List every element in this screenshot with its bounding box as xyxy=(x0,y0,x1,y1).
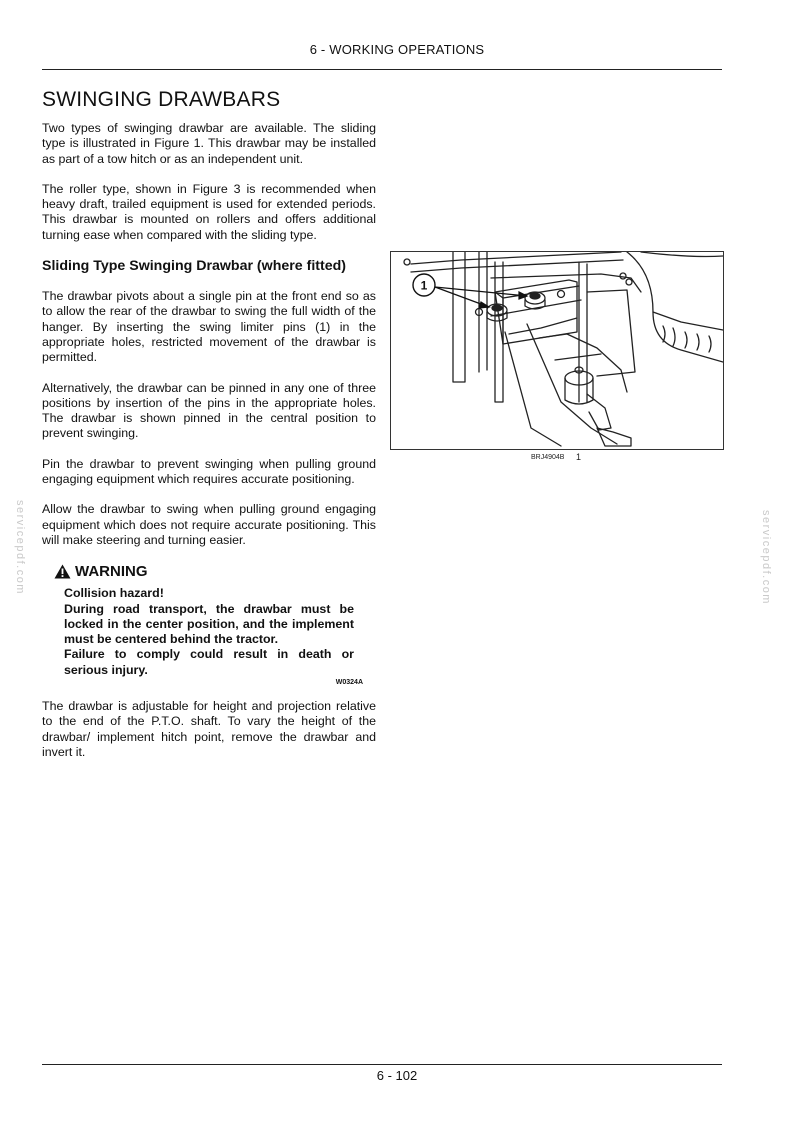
warning-title: WARNING xyxy=(75,563,148,581)
pin-drawbar-paragraph: Pin the drawbar to prevent swinging when pulling ground engaging equipment which requires accurate positioning. xyxy=(42,456,376,487)
warning-triangle-icon xyxy=(54,564,71,579)
figure-code: BRJ4904B xyxy=(531,454,565,461)
warning-line-2: During road transport, the drawbar must be locked in the center position, and the implement must be centered behind the tractor. xyxy=(64,601,354,647)
warning-box xyxy=(42,563,376,686)
watermark-right: servicepdf.com xyxy=(760,510,772,605)
warning-line-1: Collision hazard! xyxy=(64,586,164,601)
footer-rule xyxy=(42,1064,722,1065)
intro-paragraph-1: Two types of swinging drawbar are available. The sliding type is illustrated in Figure 1. This drawbar may be installed as part of a tow hitch or as an independent unit. xyxy=(42,121,376,166)
running-header: 6 - WORKING OPERATIONS xyxy=(309,42,485,57)
intro-paragraph-2: The roller type, shown in Figure 3 is recommended when heavy draft, trailed equipment is used for extended periods. This drawbar is mounted on rollers and offers additional turning ease when compared with the sliding type. xyxy=(42,181,376,242)
drawbar-figure xyxy=(390,251,724,450)
figure-number: 1 xyxy=(576,452,582,462)
pinned-paragraph: Alternatively, the drawbar can be pinned in any one of three positions by insertion of the pins in the appropriate holes. The drawbar is shown pinned in the central position to prevent swinging. xyxy=(42,380,376,441)
watermark-left: servicepdf.com xyxy=(14,500,26,595)
warning-line-3: Failure to comply could result in death or serious injury. xyxy=(64,647,354,677)
pivot-paragraph: The drawbar pivots about a single pin at the front end so as to allow the rear of the drawbar to swing the full width of the hanger. By inserting the swing limiter pins (1) in the appropriate holes, restricted movement of the drawbar is permitted. xyxy=(42,289,376,365)
figure-callout: 1 xyxy=(420,278,428,293)
warning-code: W0324A xyxy=(335,679,363,687)
header-rule xyxy=(42,69,722,70)
warning-text xyxy=(64,586,354,678)
drawbar-illustration xyxy=(391,252,723,449)
closing-paragraph: The drawbar is adjustable for height and projection relative to the end of the P.T.O. shaft. To vary the height of the drawbar/ implement hitch point, remove the drawbar and invert it. xyxy=(42,699,376,759)
allow-swing-paragraph: Allow the drawbar to swing when pulling ground engaging equipment which does not require accurate positioning. This will make steering and turning easier. xyxy=(42,502,376,547)
page-number: 6 - 102 xyxy=(376,1068,418,1083)
warning-heading xyxy=(54,563,376,580)
subsection-title: Sliding Type Swinging Drawbar (where fitted) xyxy=(42,258,346,275)
section-title: SWINGING DRAWBARS xyxy=(42,88,281,111)
main-text-column xyxy=(42,88,376,775)
